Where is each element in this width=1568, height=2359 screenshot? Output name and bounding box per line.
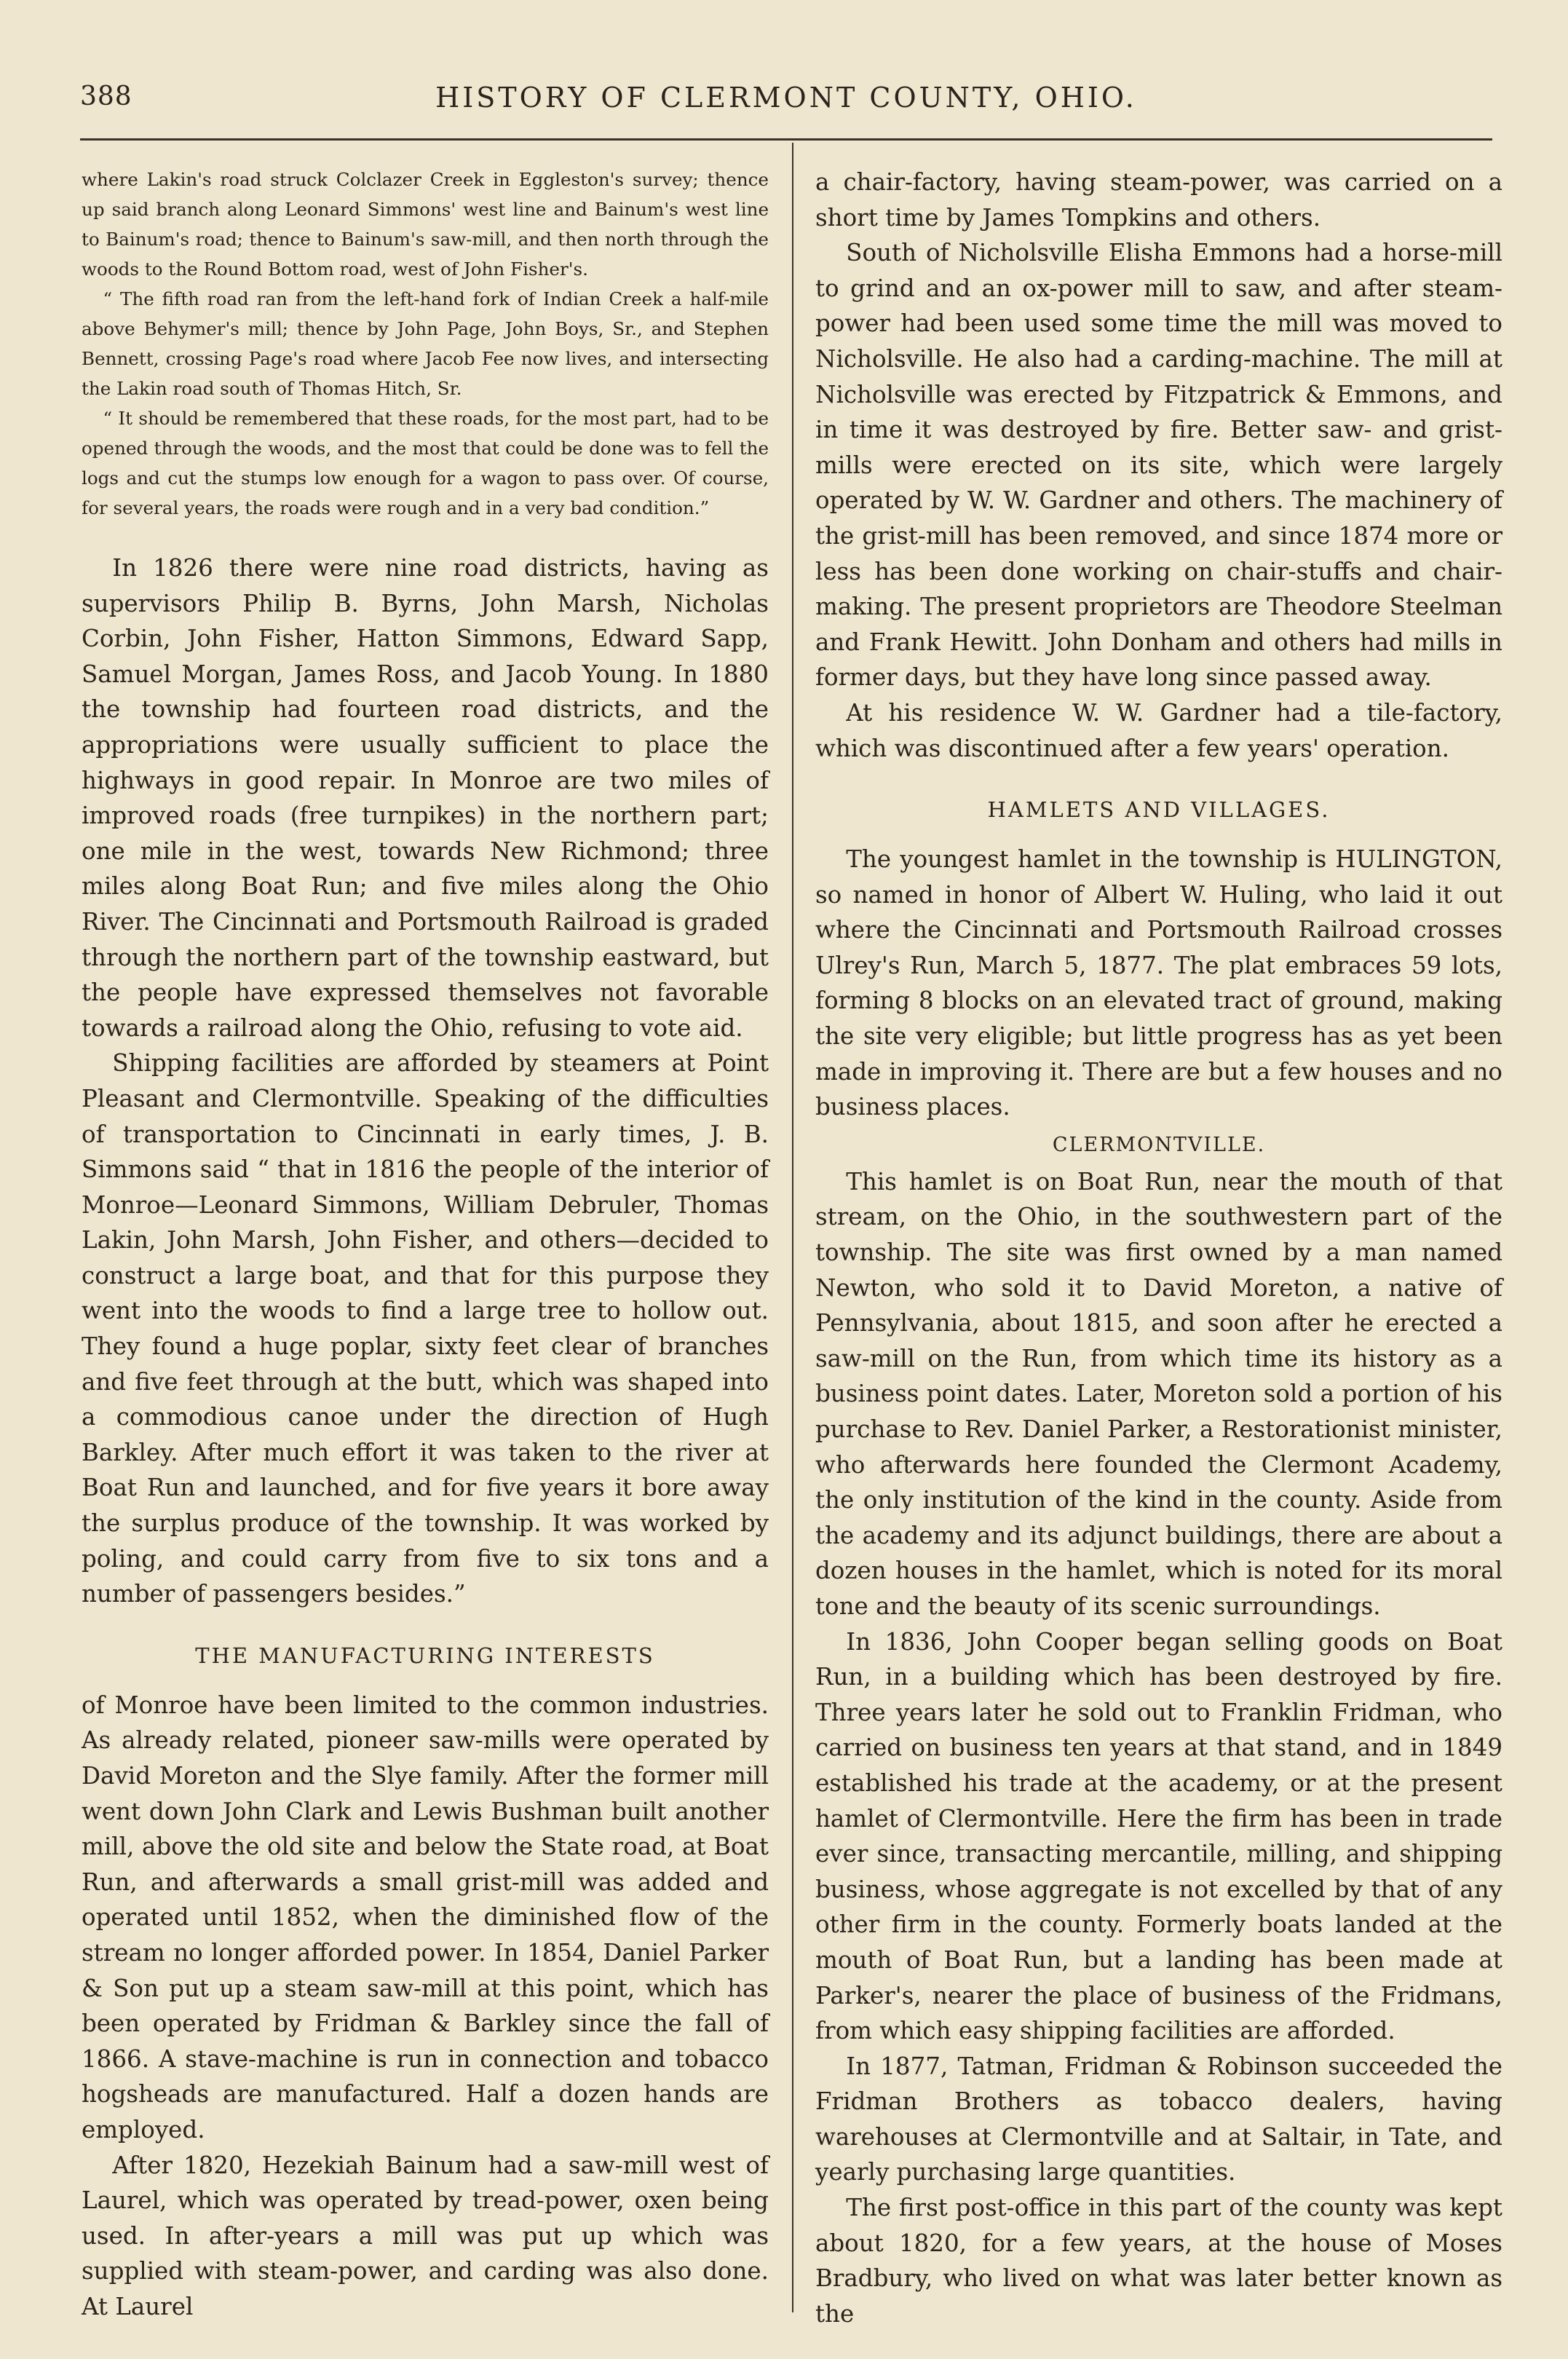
quote-paragraph: “ The fifth road ran from the left-hand fork of Indian Creek a half-mile above Behymer's mill; thence by John Page, John Boys, Sr., and Stephen Bennett, crossing Page's road where Jacob Fee now lives, and intersecting the Lakin road south of Thomas Hitch, Sr.	[82, 288, 769, 399]
running-head	[80, 82, 1492, 118]
running-title: HISTORY OF CLERMONT COUNTY, OHIO.	[435, 82, 1137, 114]
left-body	[82, 550, 769, 2325]
body-paragraph: In 1877, Tatman, Fridman & Robinson succeeded the Fridman Brothers as tobacco dealers, having warehouses at Clermontville and at Saltair, in Tate, and yearly purchasing large quantities.	[815, 2052, 1502, 2186]
page-number: 388	[80, 82, 132, 111]
body-paragraph: South of Nicholsville Elisha Emmons had a horse-mill to grind and an ox-power mill to saw, and after steam-power had been used some time the mill was moved to Nicholsville. He also had a carding-machine. The mill at Nicholsville was erected by Fitzpatrick & Emmons, and in time it was destroyed by fire. Better saw- and grist-mills were erected on its site, which were largely operated by W. W. Gardner and others. The machinery of the grist-mill has been removed, and since 1874 more or less has been done working on chair-stuffs and chair-making. The present proprietors are Theodore Steelman and Frank Hewitt. John Donham and others had mills in former days, but they have long since passed away.	[815, 239, 1502, 692]
left-column	[82, 165, 769, 2325]
body-paragraph: a chair-factory, having steam-power, was carried on a short time by James Tompkins and others.	[815, 168, 1502, 232]
column-divider	[792, 143, 793, 2312]
body-paragraph: In 1836, John Cooper began selling goods on Boat Run, in a building which has been destroyed by fire. Three years later he sold out to Franklin Fridman, who carried on business ten years at that stand, and in 1849 established his trade at the academy, or at the present hamlet of Clermontville. Here the firm has been in trade ever since, transacting mercantile, milling, and shipping business, whose aggregate is not excelled by that of any other firm in the county. Formerly boats landed at the mouth of Boat Run, but a landing has been made at Parker's, nearer the place of business of the Fridmans, from which easy shipping facilities are afforded.	[815, 1627, 1502, 2045]
quote-paragraph: where Lakin's road struck Colclazer Creek in Eggleston's survey; thence up said branch along Leonard Simmons' west line and Bainum's west line to Bainum's road; thence to Bainum's saw-mill, and then north through the woods to the Round Bottom road, west of John Fisher's.	[82, 169, 769, 280]
body-paragraph: At his residence W. W. Gardner had a tile-factory, which was discontinued after a few years' operation.	[815, 698, 1502, 762]
header-rule	[80, 138, 1492, 141]
quote-paragraph: “ It should be remembered that these roads, for the most part, had to be opened through the woods, and the most that could be done was to fell the logs and cut the stumps low enough for a wagon to pass over. Of course, for several years, the roads were rough and in a very bad condition.”	[82, 408, 769, 518]
body-paragraph: The first post-office in this part of the county was kept about 1820, for a few years, at the house of Moses Bradbury, who lived on what was later better known as the	[815, 2194, 1502, 2328]
sub-heading: CLERMONTVILLE.	[1052, 1133, 1266, 1156]
quoted-passage	[82, 165, 769, 523]
body-paragraph: This hamlet is on Boat Run, near the mouth of that stream, on the Ohio, in the southwestern part of the township. The site was first owned by a man named Newton, who sold it to David Moreton, a native of Pennsylvania, about 1815, and soon after he erected a saw-mill on the Run, from which time its history as a business point dates. Later, Moreton sold a portion of his purchase to Rev. Daniel Parker, a Restorationist minister, who afterwards here founded the Clermont Academy, the only institution of the kind in the county. Aside from the academy and its adjunct buildings, there are about a dozen houses in the hamlet, which is noted for its moral tone and the beauty of its scenic surroundings.	[815, 1167, 1502, 1620]
body-paragraph: In 1826 there were nine road districts, having as supervisors Philip B. Byrns, John Marsh, Nicholas Corbin, John Fisher, Hatton Simmons, Edward Sapp, Samuel Morgan, James Ross, and Jacob Young. In 1880 the township had fourteen road districts, and the appropriations were usually sufficient to place the highways in good repair. In Monroe are two miles of improved roads (free turnpikes) in the northern part; one mile in the west, towards New Richmond; three miles along Boat Run; and five miles along the Ohio River. The Cincinnati and Portsmouth Railroad is graded through the northern part of the township eastward, but the people have expressed themselves not favorable towards a railroad along the Ohio, refusing to vote aid.	[82, 554, 769, 1042]
body-paragraph: After 1820, Hezekiah Bainum had a saw-mill west of Laurel, which was operated by tread-power, oxen being used. In after-years a mill was put up which was supplied with steam-power, and carding was also done. At Laurel	[82, 2151, 769, 2320]
section-heading: HAMLETS AND VILLAGES.	[987, 797, 1331, 823]
body-paragraph: of Monroe have been limited to the common industries. As already related, pioneer saw-mills were operated by David Moreton and the Slye family. After the former mill went down John Clark and Lewis Bushman built another mill, above the old site and below the State road, at Boat Run, and afterwards a small grist-mill was added and operated until 1852, when the diminished flow of the stream no longer afforded power. In 1854, Daniel Parker & Son put up a steam saw-mill at this point, which has been operated by Fridman & Barkley since the fall of 1866. A stave-machine is run in connection and tobacco hogsheads are manufactured. Half a dozen hands are employed.	[82, 1691, 769, 2143]
body-paragraph: The youngest hamlet in the township is HULINGTON, so named in honor of Albert W. Huling, who laid it out where the Cincinnati and Portsmouth Railroad crosses Ulrey's Run, March 5, 1877. The plat embraces 59 lots, forming 8 blocks on an elevated tract of ground, making the site very eligible; but little progress has as yet been made in improving it. There are but a few houses and no business places.	[815, 845, 1502, 1121]
section-heading: THE MANUFACTURING INTERESTS	[195, 1643, 655, 1668]
body-paragraph: Shipping facilities are afforded by steamers at Point Pleasant and Clermontville. Speaking of the difficulties of transportation to Cincinnati in early times, J. B. Simmons said “ that in 1816 the people of the interior of Monroe—Leonard Simmons, William Debruler, Thomas Lakin, John Marsh, John Fisher, and others—decided to construct a large boat, and that for this purpose they went into the woods to find a large tree to hollow out. They found a huge poplar, sixty feet clear of branches and five feet through at the butt, which was shaped into a commodious canoe under the direction of Hugh Barkley. After much effort it was taken to the river at Boat Run and launched, and for five years it bore away the surplus produce of the township. It was worked by poling, and could carry from five to six tons and a number of passengers besides.”	[82, 1049, 769, 1608]
right-column	[815, 165, 1502, 2331]
